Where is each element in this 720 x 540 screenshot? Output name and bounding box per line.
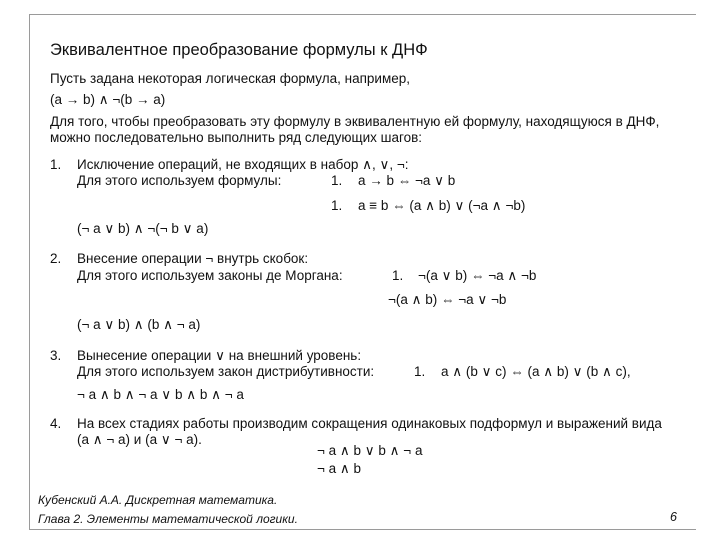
page-number: 6 [670,510,677,524]
rule-formula: ¬(a ∨ b) ⇔ ¬a ∧ ¬b [418,268,537,283]
rule-number: 1. [414,364,426,379]
explain-line-1: Для того, чтобы преобразовать эту формулу в эквивалентную ей формулу, находящуюся в ДНФ, [50,114,660,129]
example-formula: (a → b) ∧ ¬(b → a) [50,92,166,107]
explain-line-2: можно последовательно выполнить ряд следующих шагов: [50,130,423,145]
step-result: (¬ a ∨ b) ∧ ¬(¬ b ∨ a) [77,221,209,236]
step-description: Внесение операции ¬ внутрь скобок: [77,251,309,266]
footer-author: Кубенский А.А. Дискретная математика. [38,493,278,507]
rule-formula: a ∧ (b ∨ c) ⇔ (a ∧ b) ∨ (b ∧ c), [441,364,631,379]
rule-formula: a → b ⇔ ¬a ∨ b [358,173,456,188]
rule-formula: a ≡ b ⇔ (a ∧ b) ∨ (¬a ∧ ¬b) [358,198,526,213]
rule-number: 1. [331,173,343,188]
step-result: ¬ a ∧ b ∧ ¬ a ∨ b ∧ b ∧ ¬ a [77,387,244,402]
step-hint: (a ∧ ¬ a) и (a ∨ ¬ a). [77,432,202,447]
step-number: 4. [50,416,62,431]
step-description: На всех стадиях работы производим сокращения одинаковых подформул и выражений вида [77,416,662,431]
step-description: Исключение операций, не входящих в набор ∧, ∨, ¬: [77,157,409,172]
rule-number: 1. [331,198,343,213]
step-hint: Для этого используем формулы: [77,173,282,188]
step-hint: Для этого используем закон дистрибутивности: [77,364,375,379]
step-hint: Для этого используем законы де Моргана: [77,268,343,283]
intro-text: Пусть задана некоторая логическая формула, например, [50,71,410,86]
slide-title: Эквивалентное преобразование формулы к ДНФ [50,41,428,59]
step-number: 3. [50,348,62,363]
step-result: ¬ a ∧ b ∨ b ∧ ¬ a [317,443,423,458]
step-result: (¬ a ∨ b) ∧ (b ∧ ¬ a) [77,317,201,332]
rule-number: 1. [392,268,404,283]
step-number: 1. [50,157,62,172]
step-final-result: ¬ a ∧ b [317,461,362,476]
step-number: 2. [50,251,62,266]
step-description: Вынесение операции ∨ на внешний уровень: [77,348,362,363]
footer-chapter: Глава 2. Элементы математической логики. [38,512,298,526]
rule-formula: ¬(a ∧ b) ⇔ ¬a ∨ ¬b [388,292,507,307]
